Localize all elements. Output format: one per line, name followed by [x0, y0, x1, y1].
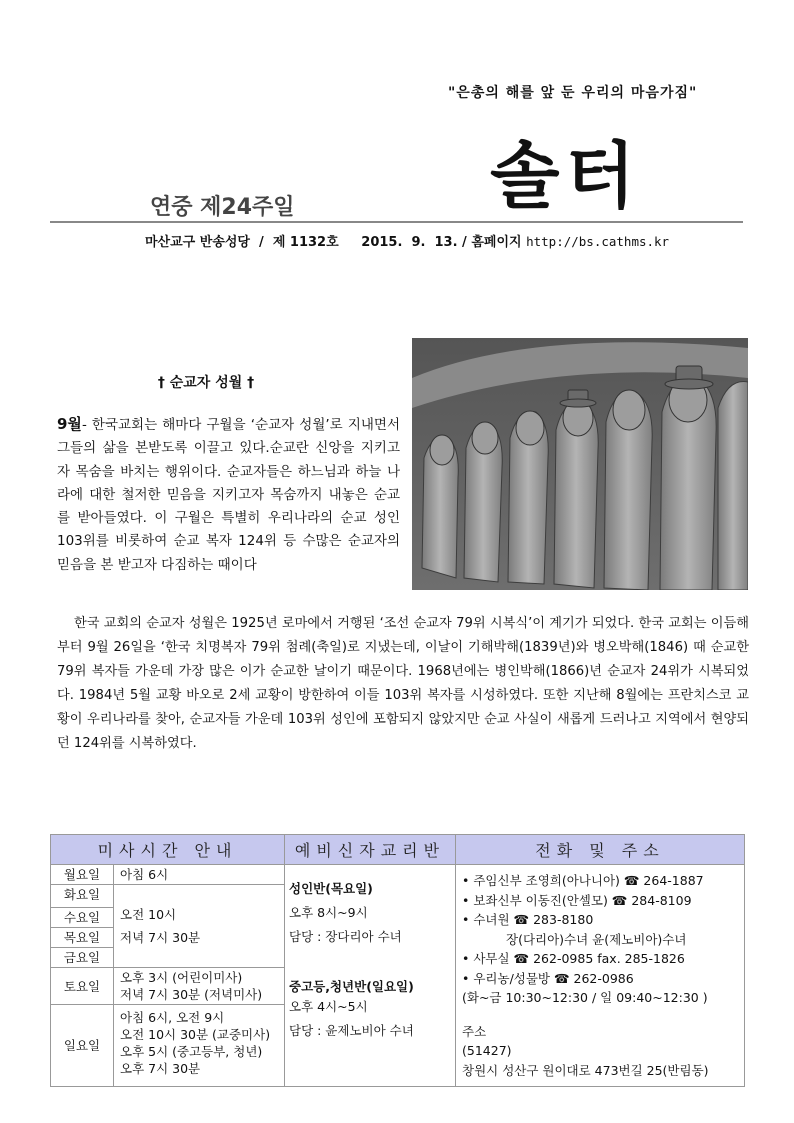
day-monday: 월요일 [51, 865, 114, 885]
weekday-times [114, 885, 285, 968]
sunday-time-3: 오후 5시 (중고등부, 청년) [120, 1044, 263, 1059]
adult-class-time: 오후 8시~9시 [289, 905, 368, 920]
publication-info: 마산교구 반송성당 / 제 1132호 2015. 9. 13. / 홈페이지 [145, 235, 527, 250]
motto: "은총의 해를 앞 둔 우리의 마음가짐" [448, 85, 698, 101]
youth-class-teacher: 담당 : 윤제노비아 수녀 [289, 1023, 414, 1038]
sunday-time-4: 오후 7시 30분 [120, 1061, 201, 1076]
homepage-link[interactable]: http://bs.cathms.kr [526, 234, 670, 249]
monday-time: 아침 6시 [114, 865, 285, 885]
day-tuesday: 화요일 [51, 885, 114, 908]
sisters-names: 장(다리아)수녀 윤(제노비아)수녀 [506, 931, 687, 947]
youth-class-title: 중고등,청년반(일요일) [289, 979, 414, 994]
publication-line [145, 231, 669, 250]
martyr-statues-photo [412, 338, 748, 590]
adult-class-title: 성인반(목요일) [289, 881, 373, 896]
contact-cell [456, 865, 745, 1087]
day-thursday: 목요일 [51, 928, 114, 948]
lead-word: 9월 [57, 415, 82, 433]
sunday-time-2: 오전 10시 30분 (교중미사) [120, 1027, 271, 1042]
parish-info-table [50, 834, 745, 1087]
day-saturday: 토요일 [51, 968, 114, 1005]
article-body: 한국 교회의 순교자 성월은 1925년 로마에서 거행된 ‘조선 순교자 79위 시복식’이 계기가 되었다. 한국 교회는 이듬해부터 9월 26일을 ‘한국 치명복자 79위 첨례(축일)로 지냈는데, 이날이 기해박해(1839년)와 병오박해(1846) 때 순교한 79위 복자들 가운데 가장 많은 이가 순교한 날이기 때문이다. 1968년에는 병인박해(1866)년 순교자 24위가 시복되었다. 1984년 5월 교황 바오로 2세 교황이 방한하여 이들 103위 복자를 시성하였다. 또한 지난해 8월에는 프란치스코 교황이 우리나라를 찾아, 순교자들 가운데 103위 성인에 포함되지 않았지만 순교 사실이 새롭게 드러나고 지역에서 현양되던 124위를 시복하였다. [57, 616, 749, 751]
saturday-time-2: 저녁 7시 30분 (저녁미사) [120, 987, 263, 1002]
store-hours: (화~금 10:30~12:30 / 일 09:40~12:30 ) [462, 990, 708, 1005]
catechism-cell [285, 865, 456, 1087]
postal-code: (51427) [462, 1043, 512, 1058]
sunday-times [114, 1005, 285, 1087]
article-intro [57, 413, 400, 577]
day-sunday: 일요일 [51, 1005, 114, 1087]
youth-class-time: 오후 4시~5시 [289, 999, 368, 1014]
saturday-time-1: 오후 3시 (어린이미사) [120, 970, 243, 985]
address-label: 주소 [462, 1023, 487, 1039]
contact-header: 전화 및 주소 [456, 835, 745, 865]
weekday-time-1: 오전 10시 [120, 907, 177, 922]
pastor-contact: • 주임신부 조영희(아나니아) ☎ 264-1887 [462, 873, 704, 888]
liturgical-week: 연중 제24주일 [150, 195, 295, 220]
saturday-times [114, 968, 285, 1005]
adult-class-teacher: 담당 : 장다리아 수녀 [289, 929, 402, 944]
sunday-time-1: 아침 6시, 오전 9시 [120, 1010, 225, 1025]
assistant-contact: • 보좌신부 이동진(안셀모) ☎ 284-8109 [462, 892, 692, 908]
day-wednesday: 수요일 [51, 908, 114, 928]
article-title: † 순교자 성월 † [157, 375, 255, 391]
header-rule [50, 221, 743, 223]
weekday-time-2: 저녁 7시 30분 [120, 930, 201, 945]
catechism-header: 예비신자교리반 [285, 835, 456, 865]
day-friday: 금요일 [51, 948, 114, 968]
store-contact: • 우리농/성물방 ☎ 262-0986 [462, 970, 634, 986]
office-contact: • 사무실 ☎ 262-0985 fax. 285-1826 [462, 951, 685, 966]
address: 창원시 성산구 원이대로 473번길 25(반림동) [462, 1062, 709, 1078]
intro-text: - 한국교회는 해마다 구월을 ‘순교자 성월’로 지내면서 그들의 삶을 본받도록 이끌고 있다.순교란 신앙을 지키고자 목숨을 바치는 행위이다. 순교자들은 하느님과 하늘 나라에 대한 철저한 믿음을 지키고자 목숨까지 내놓은 순교를 받아들였다. 이 구월은 특별히 우리나라의 순교 성인 103위를 비롯하여 순교 복자 124위 등 수많은 순교자의 믿음을 본 받고자 다짐하는 때이다 [57, 417, 400, 573]
mass-times-header: 미사시간 안내 [51, 835, 285, 865]
convent-contact: • 수녀원 ☎ 283-8180 [462, 912, 594, 927]
masthead-title: 솔터 [490, 133, 642, 218]
